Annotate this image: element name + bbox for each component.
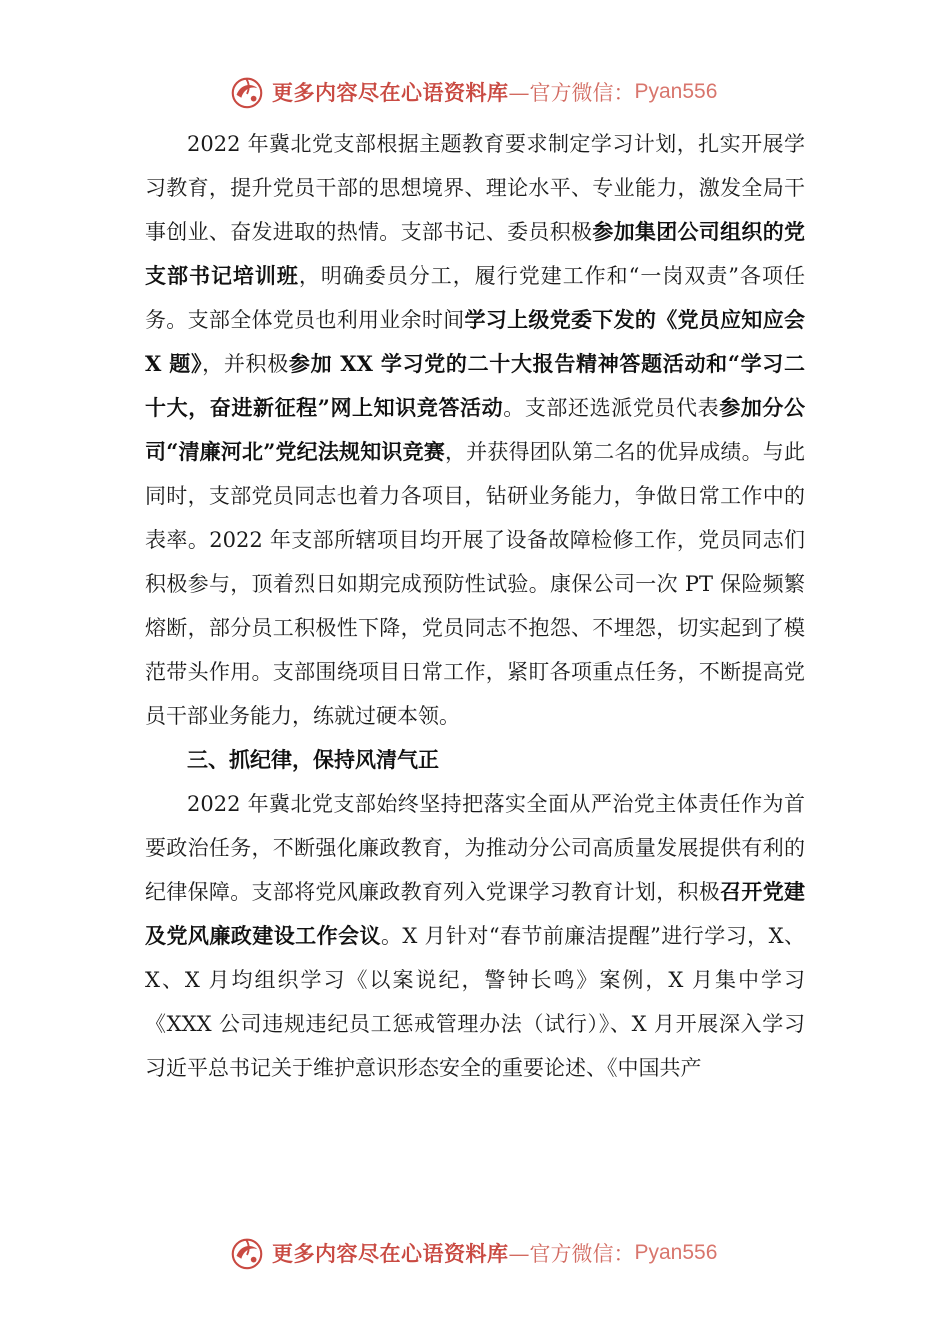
text-run: 。X 月针对“春节前廉洁提醒”进行学习，X、X、X 月均组织学习《以案说纪，警钟长鸣》案例，X 月集中学习《XXX 公司违规违纪员工惩戒管理办法（试行）》、X 月开展深入学习习近平总书记关于维护意识形态安全的重要论述、《中国共产	[145, 924, 806, 1080]
watermark-wechat-id: Pyan556	[634, 1241, 718, 1264]
emphasis-text: 召开党建及党风廉政建设工作会议	[145, 879, 806, 948]
section-heading-3: 三、抓纪律，保持风清气正	[187, 747, 439, 772]
text-run: 2022 年冀北党支部根据主题教育要求制定学习计划，扎实开展学习教育，提升党员干部的思想境界、理论水平、专业能力，激发全局干事创业、奋发进取的热情。支部书记、委员积极	[145, 132, 805, 244]
header-watermark	[228, 72, 717, 112]
brand-logo-icon	[228, 1234, 266, 1272]
document-body	[145, 122, 805, 1090]
emphasis-text: 参加 XX 学习党的二十大报告精神答题活动和“学习二十大，奋进新征程”网上知识竞答活动	[145, 351, 805, 420]
emphasis-text: 学习上级党委下发的《党员应知应会 X 题》	[145, 307, 805, 376]
text-run: ，并获得团队第二名的优异成绩。与此同时，支部党员同志也着力各项目，钻研业务能力，争做日常工作中的表率。2022 年支部所辖项目均开展了设备故障检修工作，党员同志们积极参与，顶着烈日如期完成预防性试验。康保公司一次 PT 保险频繁熔断，部分员工积极性下降，党员同志不抱怨、不埋怨，切实起到了模范带头作用。支部围绕项目日常工作，紧盯各项重点任务，不断提高党员干部业务能力，练就过硬本领。	[145, 440, 805, 728]
brand-logo-icon	[228, 73, 266, 111]
emphasis-text: 参加集团公司组织的党支部书记培训班	[145, 219, 806, 288]
watermark-main-text: 更多内容尽在心语资料库	[272, 80, 509, 105]
watermark-main-text: 更多内容尽在心语资料库	[272, 1241, 509, 1266]
text-run: 2022 年冀北党支部始终坚持把落实全面从严治党主体责任作为首要政治任务，不断强化廉政教育，为推动分公司高质量发展提供有利的纪律保障。支部将党风廉政教育列入党课学习教育计划，积极	[145, 792, 805, 904]
watermark-sub-text: —官方微信：	[508, 1242, 635, 1266]
text-run: ，明确委员分工，履行党建工作和“一岗双责”各项任务。支部全体党员也利用业余时间	[145, 264, 805, 332]
paragraph-study	[145, 122, 805, 738]
paragraph-discipline	[145, 782, 805, 1090]
watermark-sub-text: —官方微信：	[508, 81, 635, 105]
text-run: ，并积极	[202, 352, 289, 376]
footer-watermark	[228, 1233, 717, 1273]
emphasis-text: 参加分公司“清廉河北”党纪法规知识竞赛	[145, 395, 806, 464]
text-run: 。支部还选派党员代表	[503, 396, 720, 420]
watermark-wechat-id: Pyan556	[634, 80, 718, 103]
